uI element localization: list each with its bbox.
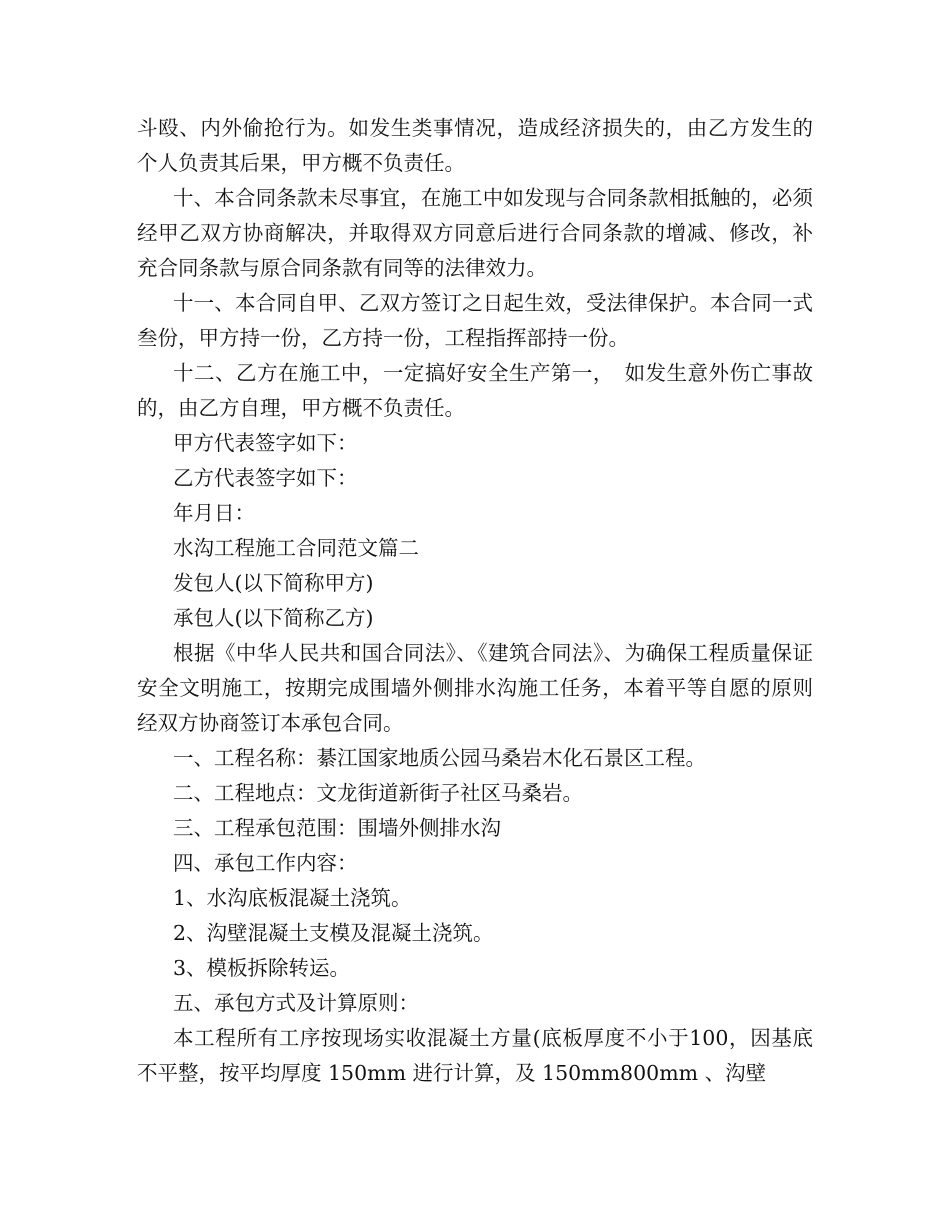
- work-item-2: 2、沟壁混凝土支模及混凝土浇筑。: [173, 921, 494, 945]
- calculation-paragraph: 本工程所有工序按现场实收混凝土方量(底板厚度不小于100，因基底不平整，按平均厚度 150mm 进行计算，及 150mm800mm 、沟壁: [137, 1026, 813, 1085]
- contract-method-heading: 五、承包方式及计算原则：: [173, 991, 419, 1015]
- section-title: 水沟工程施工合同范文篇二: [173, 536, 419, 560]
- clause-11: 十一、本合同自甲、乙双方签订之日起生效，受法律保护。本合同一式叁份，甲方持一份，乙方持一份，工程指挥部持一份。: [137, 291, 813, 350]
- project-location-line: 二、工程地点：文龙街道新街子社区马桑岩。: [173, 781, 583, 805]
- work-item-1: 1、水沟底板混凝土浇筑。: [173, 886, 412, 910]
- clause-12: 十二、乙方在施工中，一定搞好安全生产第一， 如发生意外伤亡事故的，由乙方自理，甲方概不负责任。: [137, 361, 813, 420]
- work-item-3: 3、模板拆除转运。: [173, 956, 351, 980]
- project-name-line: 一、工程名称：綦江国家地质公园马桑岩木化石景区工程。: [173, 746, 706, 770]
- contractor-line: 承包人(以下简称乙方): [173, 606, 374, 630]
- date-line: 年月日：: [173, 501, 255, 525]
- paragraph-continuation: 斗殴、内外偷抢行为。如发生类事情况，造成经济损失的，由乙方发生的个人负责其后果，甲方概不负责任。: [137, 116, 813, 175]
- employer-line: 发包人(以下简称甲方): [173, 571, 374, 595]
- clause-10: 十、本合同条款未尽事宜，在施工中如发现与合同条款相抵触的，必须经甲乙双方协商解决，并取得双方同意后进行合同条款的增减、修改，补充合同条款与原合同条款有同等的法律效力。: [137, 186, 813, 280]
- document-body: [137, 111, 813, 1091]
- work-content-heading: 四、承包工作内容：: [173, 851, 358, 875]
- party-b-signature-line: 乙方代表签字如下：: [173, 466, 358, 490]
- party-a-signature-line: 甲方代表签字如下：: [173, 431, 358, 455]
- contract-scope-line: 三、工程承包范围：围墙外侧排水沟: [173, 816, 501, 840]
- preamble-paragraph: 根据《中华人民共和国合同法》、《建筑合同法》、为确保工程质量保证安全文明施工，按期完成围墙外侧排水沟施工任务，本着平等自愿的原则经双方协商签订本承包合同。: [137, 641, 813, 735]
